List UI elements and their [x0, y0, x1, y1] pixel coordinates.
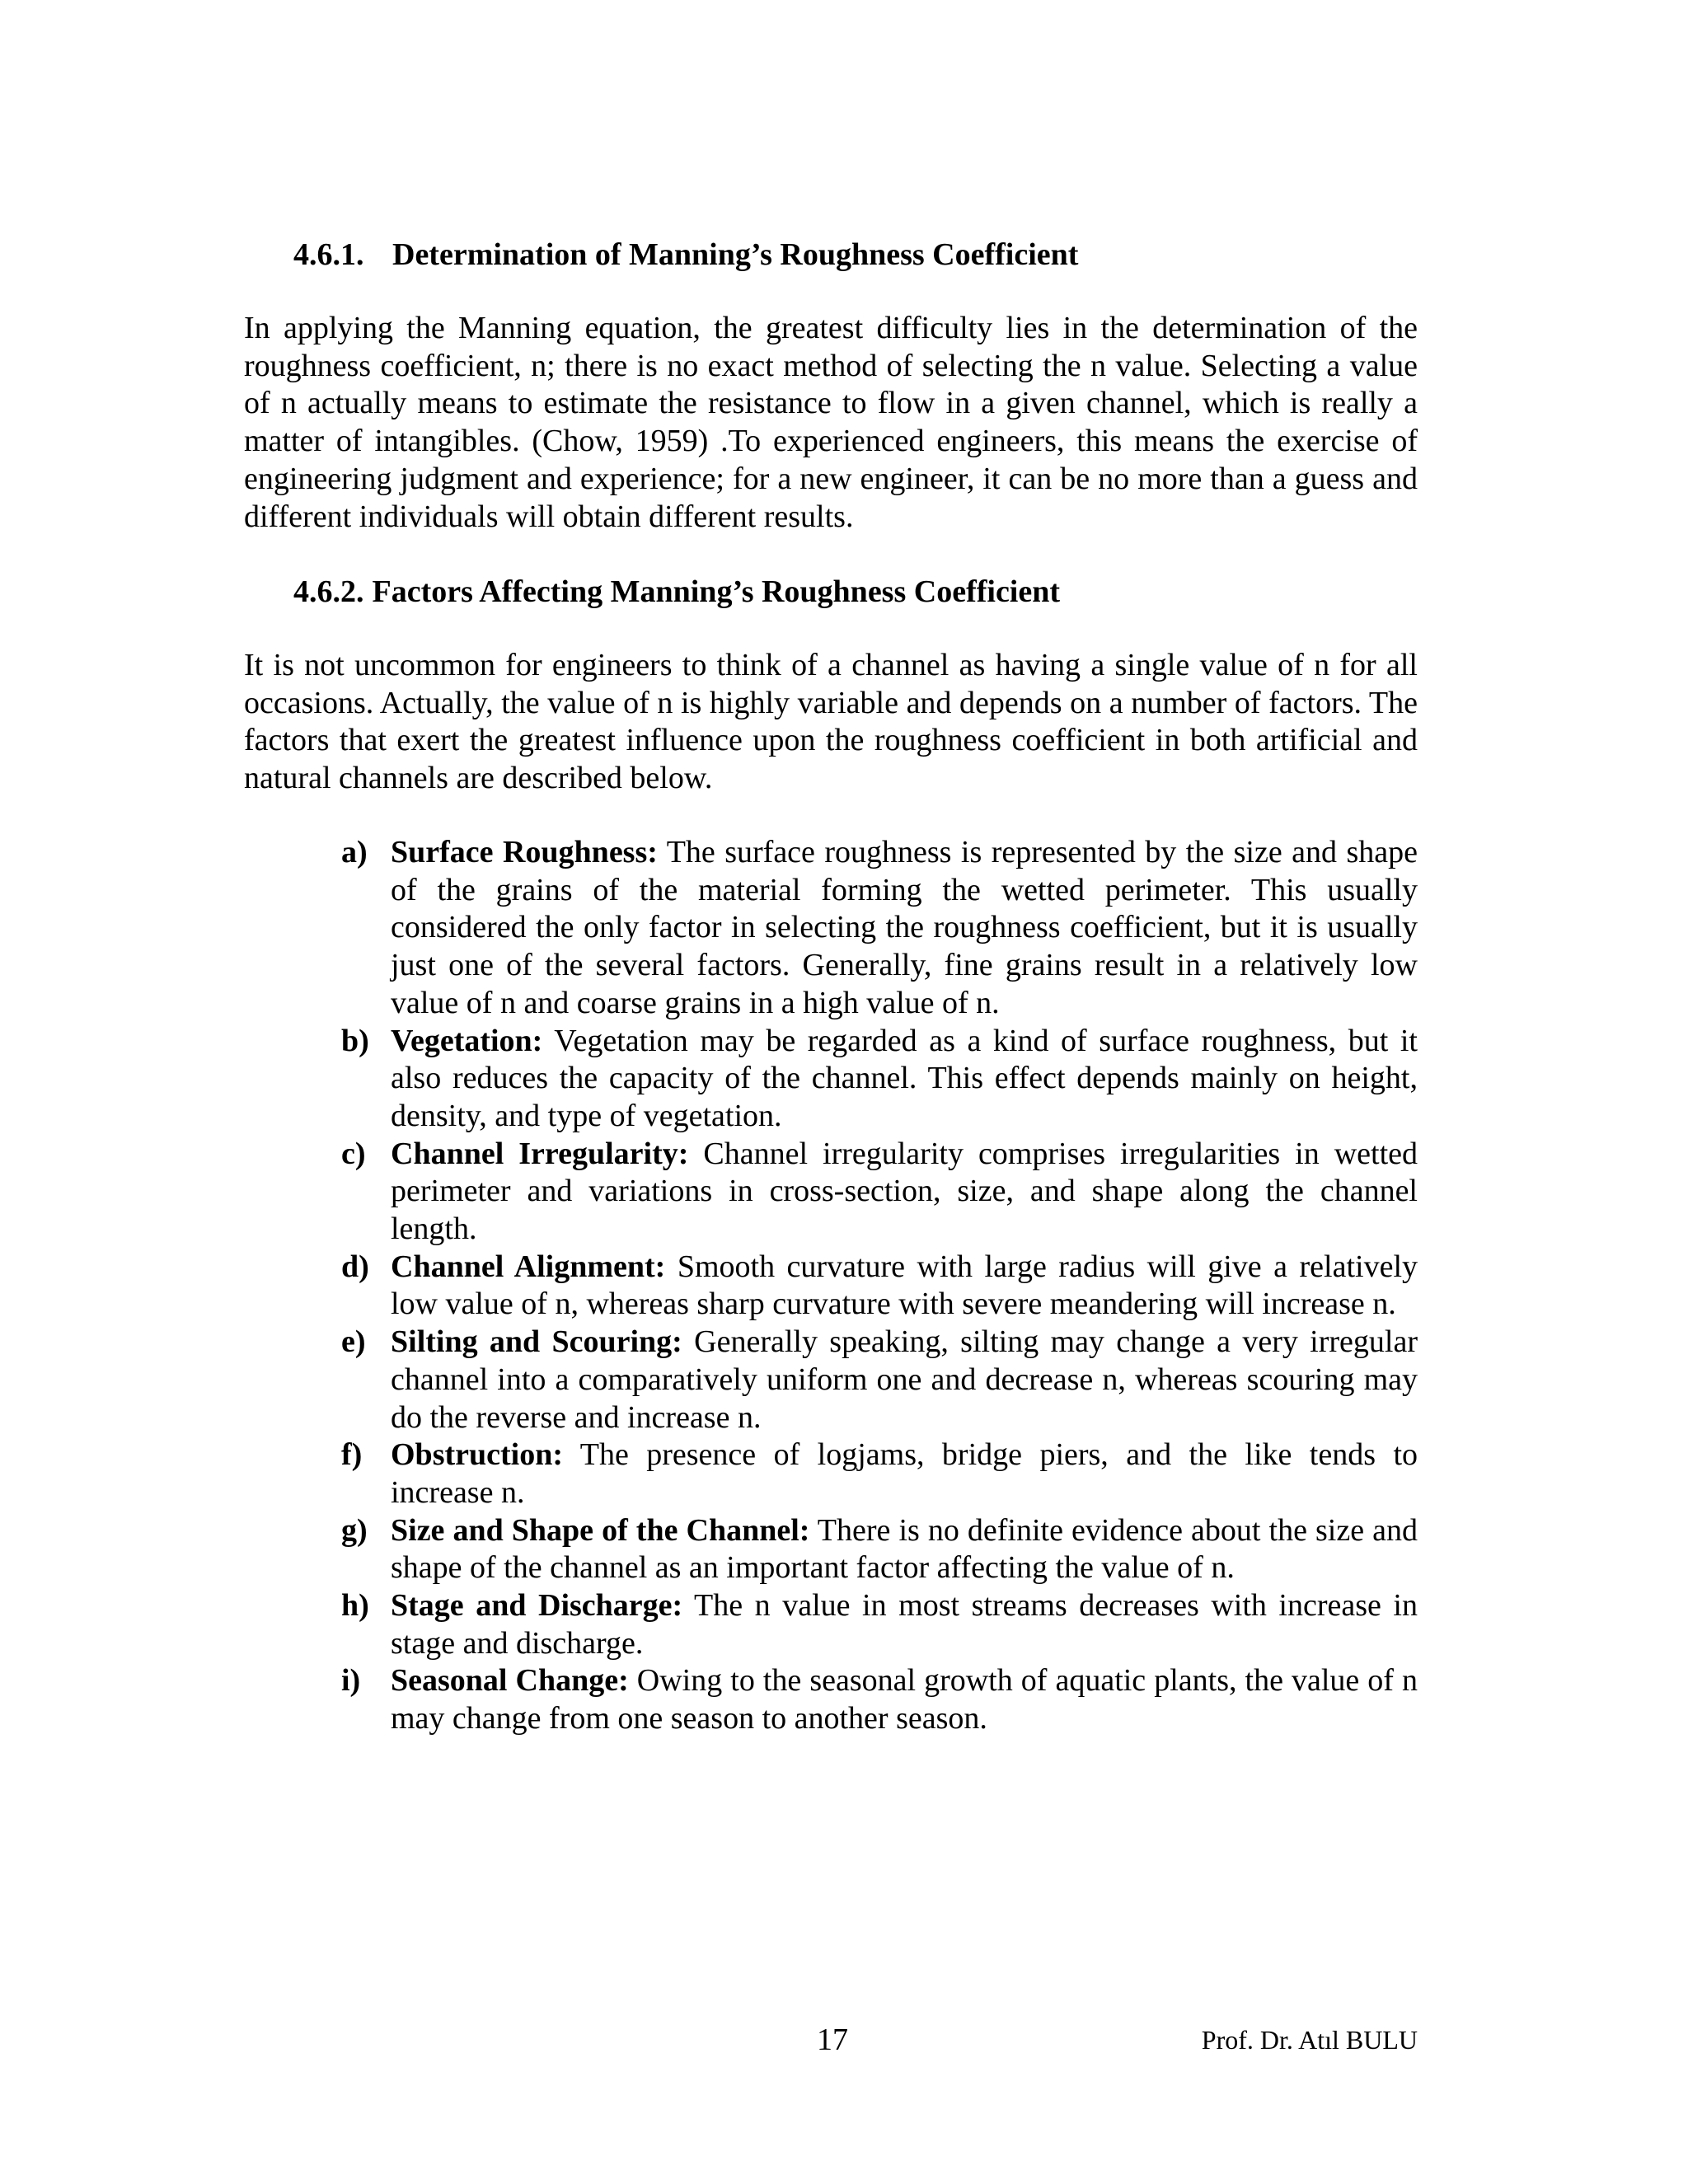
factor-description: Owing to the seasonal growth of aquatic plants, the value of n may change from one season to another season.	[391, 1663, 1418, 1736]
factor-description: Vegetation may be regarded as a kind of surface roughness, but it also reduces the capacity of the channel. This effect depends mainly on height, density, and type of vegetation.	[391, 1023, 1418, 1133]
section-number: 4.6.2.	[293, 574, 364, 609]
factor-list	[341, 834, 1418, 1738]
factor-description: The n value in most streams decreases with increase in stage and discharge.	[391, 1588, 1418, 1661]
paragraph-manning-determination: In applying the Manning equation, the greatest difficulty lies in the determination of the roughness coefficient, n; there is no exact method of selecting the n value. Selecting a value of n actually means to estimate the resistance to flow in a given channel, which is really a matter of intangibles. (Chow, 1959) .To experienced engineers, this means the exercise of engineering judgment and experience; for a new engineer, it can be no more than a guess and different individuals will obtain different results.	[244, 311, 1418, 534]
list-item-text	[391, 1136, 1418, 1249]
list-item	[341, 1324, 1418, 1436]
list-item-text	[391, 1249, 1418, 1324]
list-marker: h)	[341, 1588, 369, 1624]
list-item-text	[391, 834, 1418, 1023]
list-item	[341, 834, 1418, 1023]
list-item-text	[391, 1662, 1418, 1737]
factor-title: Silting and Scouring:	[391, 1324, 682, 1360]
factor-description: Channel irregularity comprises irregularities in wetted perimeter and variations in cross-section, size, and shape along the channel length.	[391, 1136, 1418, 1247]
factor-title: Channel Alignment:	[391, 1249, 666, 1284]
list-item-text	[391, 1587, 1418, 1662]
section-number: 4.6.1.	[293, 237, 364, 272]
list-item-text	[391, 1324, 1418, 1436]
factor-title: Seasonal Change:	[391, 1663, 629, 1699]
list-marker: i)	[341, 1663, 361, 1699]
factor-title: Stage and Discharge:	[391, 1588, 683, 1624]
list-item-text	[391, 1023, 1418, 1136]
page-number: 17	[817, 2022, 848, 2057]
section-heading-4-6-1	[293, 236, 1078, 274]
list-marker: b)	[341, 1023, 369, 1058]
factor-title: Size and Shape of the Channel:	[391, 1512, 810, 1548]
list-marker: f)	[341, 1437, 363, 1473]
section-title: Factors Affecting Manning’s Roughness Coefficient	[372, 574, 1061, 609]
list-item-text	[391, 1512, 1418, 1587]
factor-title: Surface Roughness:	[391, 835, 658, 869]
section-title: Determination of Manning’s Roughness Coefficient	[392, 237, 1079, 272]
list-item-text	[391, 1436, 1418, 1511]
list-item	[341, 1436, 1418, 1511]
list-item	[341, 1136, 1418, 1249]
list-marker: c)	[341, 1136, 366, 1171]
list-item	[341, 1587, 1418, 1662]
list-item	[341, 1249, 1418, 1324]
factor-title: Vegetation:	[391, 1023, 543, 1058]
section-heading-4-6-2	[293, 573, 1060, 611]
factor-description: Generally speaking, silting may change a very irregular channel into a comparatively uniform one and decrease n, whereas scouring may do the reverse and increase n.	[391, 1324, 1418, 1435]
factor-title: Channel Irregularity:	[391, 1136, 689, 1171]
factor-description: There is no definite evidence about the size and shape of the channel as an important factor affecting the value of n.	[391, 1512, 1418, 1586]
footer-author: Prof. Dr. Atıl BULU	[1201, 2025, 1418, 2055]
list-marker: e)	[341, 1324, 366, 1360]
list-marker: a)	[341, 835, 368, 869]
list-marker: g)	[341, 1512, 368, 1548]
list-item	[341, 1662, 1418, 1737]
paragraph-factors-intro: It is not uncommon for engineers to think of a channel as having a single value of n for all occasions. Actually, the value of n is highly variable and depends on a number of factors. The factors that exert the greatest influence upon the roughness coefficient in both artificial and natural channels are described below.	[244, 648, 1418, 796]
factor-description: The presence of logjams, bridge piers, and the like tends to increase n.	[391, 1437, 1418, 1510]
list-item	[341, 1023, 1418, 1136]
factor-description: The surface roughness is represented by the size and shape of the grains of the material forming the wetted perimeter. This usually considered the only factor in selecting the roughness coefficient, but it is usually just one of the several factors. Generally, fine grains result in a relatively low value of n and coarse grains in a high value of n.	[391, 835, 1418, 1020]
list-marker: d)	[341, 1249, 369, 1284]
factor-title: Obstruction:	[391, 1437, 563, 1473]
factor-description: Smooth curvature with large radius will give a relatively low value of n, whereas sharp curvature with severe meandering will increase n.	[391, 1249, 1418, 1322]
list-item	[341, 1512, 1418, 1587]
